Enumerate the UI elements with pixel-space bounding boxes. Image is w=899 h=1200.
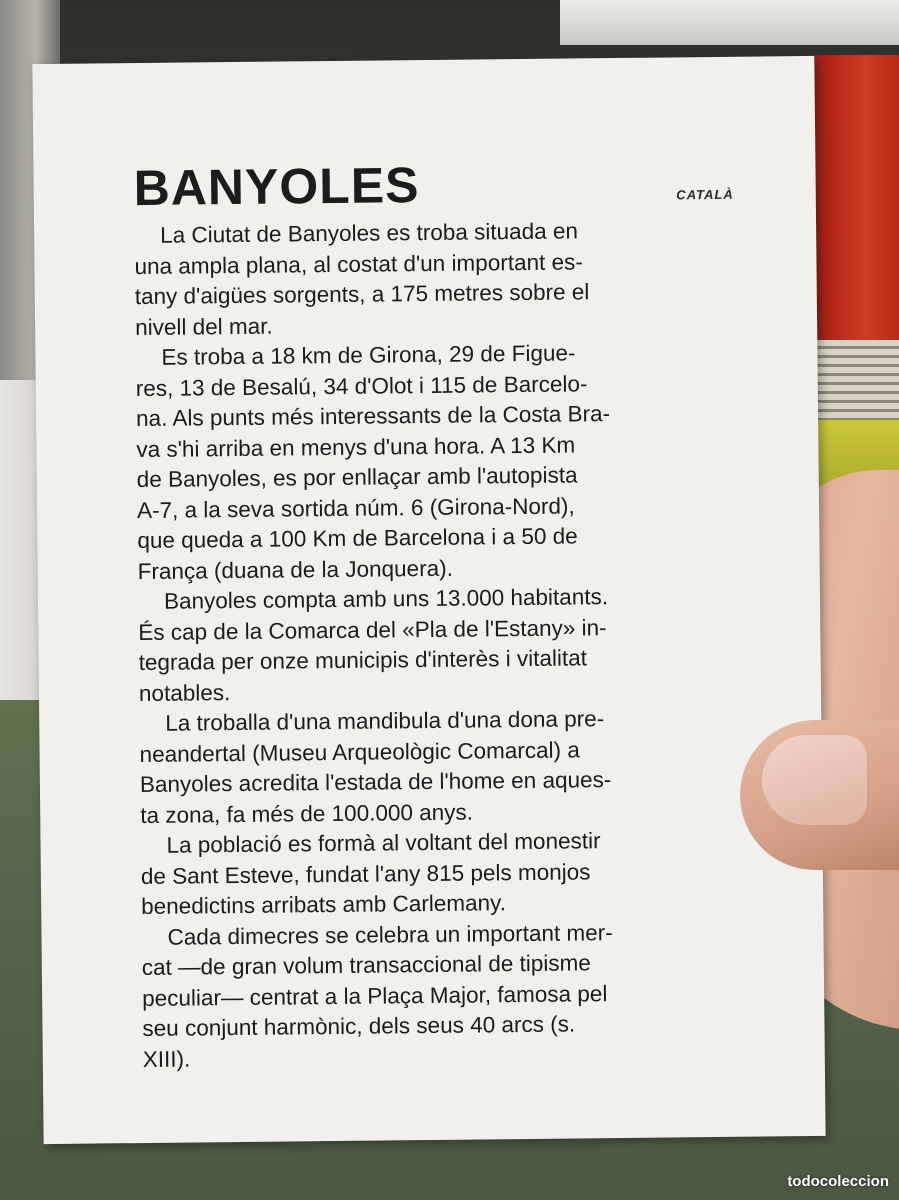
language-label: CATALÀ bbox=[676, 186, 734, 203]
text-line: neandertal (Museu Arqueològic Comarcal) a bbox=[139, 736, 580, 767]
text-line: Cada dimecres se celebra un important mer- bbox=[167, 919, 613, 950]
text-line: una ampla plana, al costat d'un important es- bbox=[134, 248, 583, 279]
background-red-book bbox=[815, 55, 899, 355]
text-line: res, 13 de Besalú, 34 d'Olot i 115 de Barcelo- bbox=[135, 370, 588, 401]
text-line: cat —de gran volum transaccional de tipisme bbox=[141, 950, 591, 981]
text-line: notables. bbox=[138, 679, 231, 706]
title-row bbox=[133, 157, 734, 221]
text-line: va s'hi arriba en menys d'una hora. A 13 Km bbox=[136, 431, 576, 462]
text-line: XIII). bbox=[142, 1046, 191, 1072]
text-line: Banyoles acredita l'estada de l'home en aques- bbox=[139, 767, 612, 798]
text-line: de Sant Esteve, fundat l'any 815 pels monjos bbox=[140, 858, 591, 889]
text-line: que queda a 100 Km de Barcelona i a 50 de bbox=[137, 523, 578, 554]
text-line: tany d'aigües sorgents, a 175 metres sobre el bbox=[134, 279, 590, 310]
text-line: benedictins arribats amb Carlemany. bbox=[141, 890, 507, 920]
text-line: França (duana de la Jonquera). bbox=[137, 555, 453, 584]
text-line: La població es formà al voltant del monestir bbox=[166, 828, 601, 858]
card-title: BANYOLES bbox=[133, 157, 420, 217]
postcard bbox=[32, 56, 825, 1144]
thumb-nail bbox=[762, 735, 867, 825]
background-top-object bbox=[560, 0, 899, 45]
text-line: seu conjunt harmònic, dels seus 40 arcs (s. bbox=[142, 1011, 576, 1042]
watermark-logo: todocoleccion bbox=[787, 1173, 889, 1190]
text-line: La troballa d'una mandibula d'una dona pre- bbox=[165, 706, 605, 736]
text-line: A-7, a la seva sortida núm. 6 (Girona-Nord), bbox=[136, 492, 575, 523]
text-line: Es troba a 18 km de Girona, 29 de Figue- bbox=[161, 340, 576, 370]
text-line: És cap de la Comarca del «Pla de l'Estany» in- bbox=[138, 614, 607, 645]
text-line: de Banyoles, es por enllaçar amb l'autopista bbox=[136, 462, 578, 493]
card-body bbox=[134, 215, 743, 1075]
text-line: Banyoles compta amb uns 13.000 habitants. bbox=[163, 584, 609, 614]
text-line: tegrada per onze municipis d'interès i vitalitat bbox=[138, 645, 588, 676]
text-line: La Ciutat de Banyoles es troba situada en bbox=[160, 218, 579, 248]
card-content bbox=[133, 157, 743, 1075]
background-book-stack bbox=[815, 340, 899, 430]
text-line: na. Als punts més interessants de la Costa Bra- bbox=[135, 401, 611, 432]
text-line: ta zona, fa més de 100.000 anys. bbox=[140, 799, 474, 828]
text-line: nivell del mar. bbox=[134, 313, 273, 340]
text-line: peculiar— centrat a la Plaça Major, famosa pel bbox=[142, 980, 608, 1011]
